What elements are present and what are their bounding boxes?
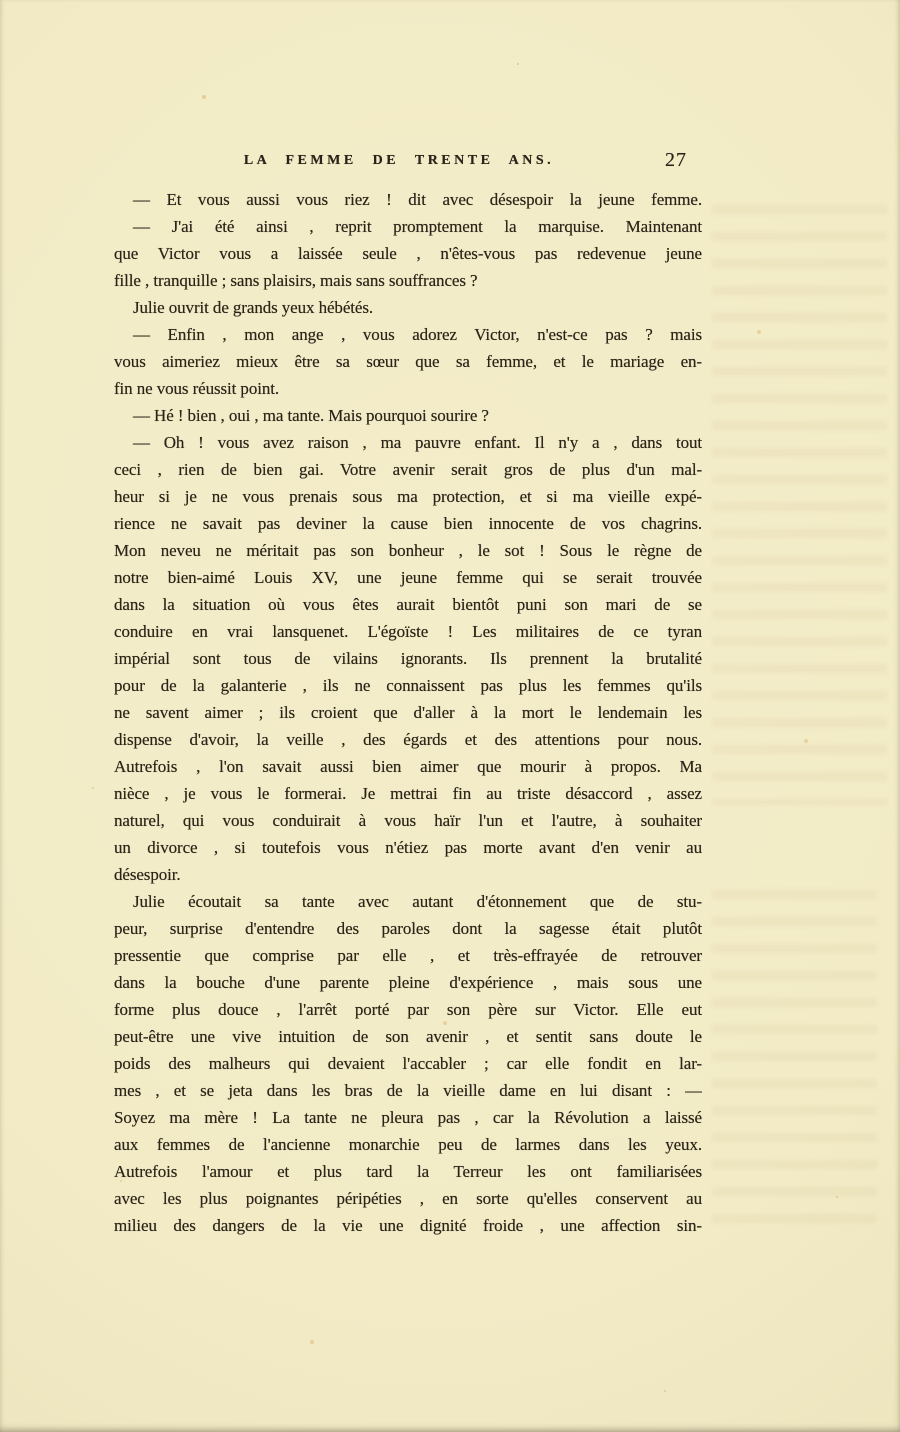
- text-line: fin ne vous réussit point.: [114, 379, 280, 398]
- paragraph-narration-1: [114, 294, 702, 321]
- text-line: nièce , je vous le formerai. Je mettrai fin au triste désaccord , assez: [114, 784, 702, 803]
- text-line: peur, surprise d'entendre des paroles dont la sagesse était plutôt: [114, 919, 702, 938]
- paragraph-dialogue-4: [114, 402, 702, 429]
- text-line: — J'ai été ainsi , reprit promptement la marquise. Maintenant: [133, 217, 702, 236]
- text-line: un divorce , si toutefois vous n'étiez pas morte avant d'en venir au: [114, 838, 702, 857]
- text-line: — Et vous aussi vous riez ! dit avec désespoir la jeune femme.: [133, 190, 702, 209]
- text-line: rience ne savait pas deviner la cause bien innocente de vos chagrins.: [114, 514, 702, 533]
- body-text: [114, 186, 702, 1239]
- paragraph-dialogue-3: [114, 321, 702, 402]
- text-line: impérial sont tous de vilains ignorants. Ils prennent la brutalité: [114, 649, 702, 668]
- text-line: ne savent aimer ; ils croient que d'aller à la mort le lendemain les: [114, 703, 702, 722]
- text-line: poids des malheurs qui devaient l'accabler ; car elle fondit en lar-: [114, 1054, 702, 1073]
- text-line: pour de la galanterie , ils ne connaissent pas plus les femmes qu'ils: [114, 676, 702, 695]
- paragraph-dialogue-5: [114, 429, 702, 888]
- page-number: 27: [665, 149, 687, 171]
- text-line: Soyez ma mère ! La tante ne pleura pas , car la Révolution a laissé: [114, 1108, 702, 1127]
- text-line: forme plus douce , l'arrêt porté par son père sur Victor. Elle eut: [114, 1000, 702, 1019]
- text-line: Mon neveu ne méritait pas son bonheur , le sot ! Sous le règne de: [114, 541, 702, 560]
- text-line: peut-être une vive intuition de son avenir , et sentit sans doute le: [114, 1027, 702, 1046]
- text-line: milieu des dangers de la vie une dignité froide , une affection sin-: [114, 1216, 702, 1235]
- paragraph-narration-2: [114, 888, 702, 1239]
- text-line: — Hé ! bien , oui , ma tante. Mais pourquoi sourire ?: [133, 406, 489, 425]
- text-line: que Victor vous a laissée seule , n'êtes-vous pas redevenue jeune: [114, 244, 702, 263]
- text-line: aux femmes de l'ancienne monarchie peu de larmes dans les yeux.: [114, 1135, 702, 1154]
- text-line: heur si je ne vous prenais sous ma protection, et si ma vieille expé-: [114, 487, 702, 506]
- text-line: Julie écoutait sa tante avec autant d'étonnement que de stu-: [133, 892, 702, 911]
- text-line: vous aimeriez mieux être sa sœur que sa femme, et le mariage en-: [114, 352, 702, 371]
- text-line: dans la situation où vous êtes aurait bientôt puni son mari de se: [114, 595, 702, 614]
- text-line: Julie ouvrit de grands yeux hébétés.: [133, 298, 374, 317]
- text-line: ceci , rien de bien gai. Votre avenir serait gros de plus d'un mal-: [114, 460, 702, 479]
- paragraph-dialogue-1: [114, 186, 702, 213]
- text-line: pressentie que comprise par elle , et très-effrayée de retrouver: [114, 946, 702, 965]
- text-line: désespoir.: [114, 865, 181, 884]
- text-line: dispense d'avoir, la veille , des égards et des attentions pour nous.: [114, 730, 702, 749]
- text-line: conduire en vrai lansquenet. L'égoïste ! Les militaires de ce tyran: [114, 622, 702, 641]
- running-title: LA FEMME DE TRENTE ANS.: [243, 153, 555, 168]
- text-line: Autrefois , l'on savait aussi bien aimer que mourir à propos. Ma: [114, 757, 702, 776]
- text-line: mes , et se jeta dans les bras de la vieille dame en lui disant : —: [114, 1081, 702, 1100]
- text-line: dans la bouche d'une parente pleine d'expérience , mais sous une: [114, 973, 702, 992]
- text-line: avec les plus poignantes péripéties , en sorte qu'elles conservent au: [114, 1189, 702, 1208]
- paragraph-dialogue-2: [114, 213, 702, 294]
- verso-show-through: [712, 890, 877, 1230]
- text-line: notre bien-aimé Louis XV, une jeune femme qui se serait trouvée: [114, 568, 702, 587]
- text-line: naturel, qui vous conduirait à vous haïr l'un et l'autre, à souhaiter: [114, 811, 702, 830]
- verso-show-through: [712, 205, 887, 805]
- paper-texture: [0, 0, 2, 2]
- text-line: — Oh ! vous avez raison , ma pauvre enfant. Il n'y a , dans tout: [133, 433, 702, 452]
- running-header: [114, 149, 702, 177]
- text-line: fille , tranquille ; sans plaisirs, mais sans souffrances ?: [114, 271, 478, 290]
- text-line: — Enfin , mon ange , vous adorez Victor, n'est-ce pas ? mais: [133, 325, 702, 344]
- text-line: Autrefois l'amour et plus tard la Terreur les ont familiarisées: [114, 1162, 702, 1181]
